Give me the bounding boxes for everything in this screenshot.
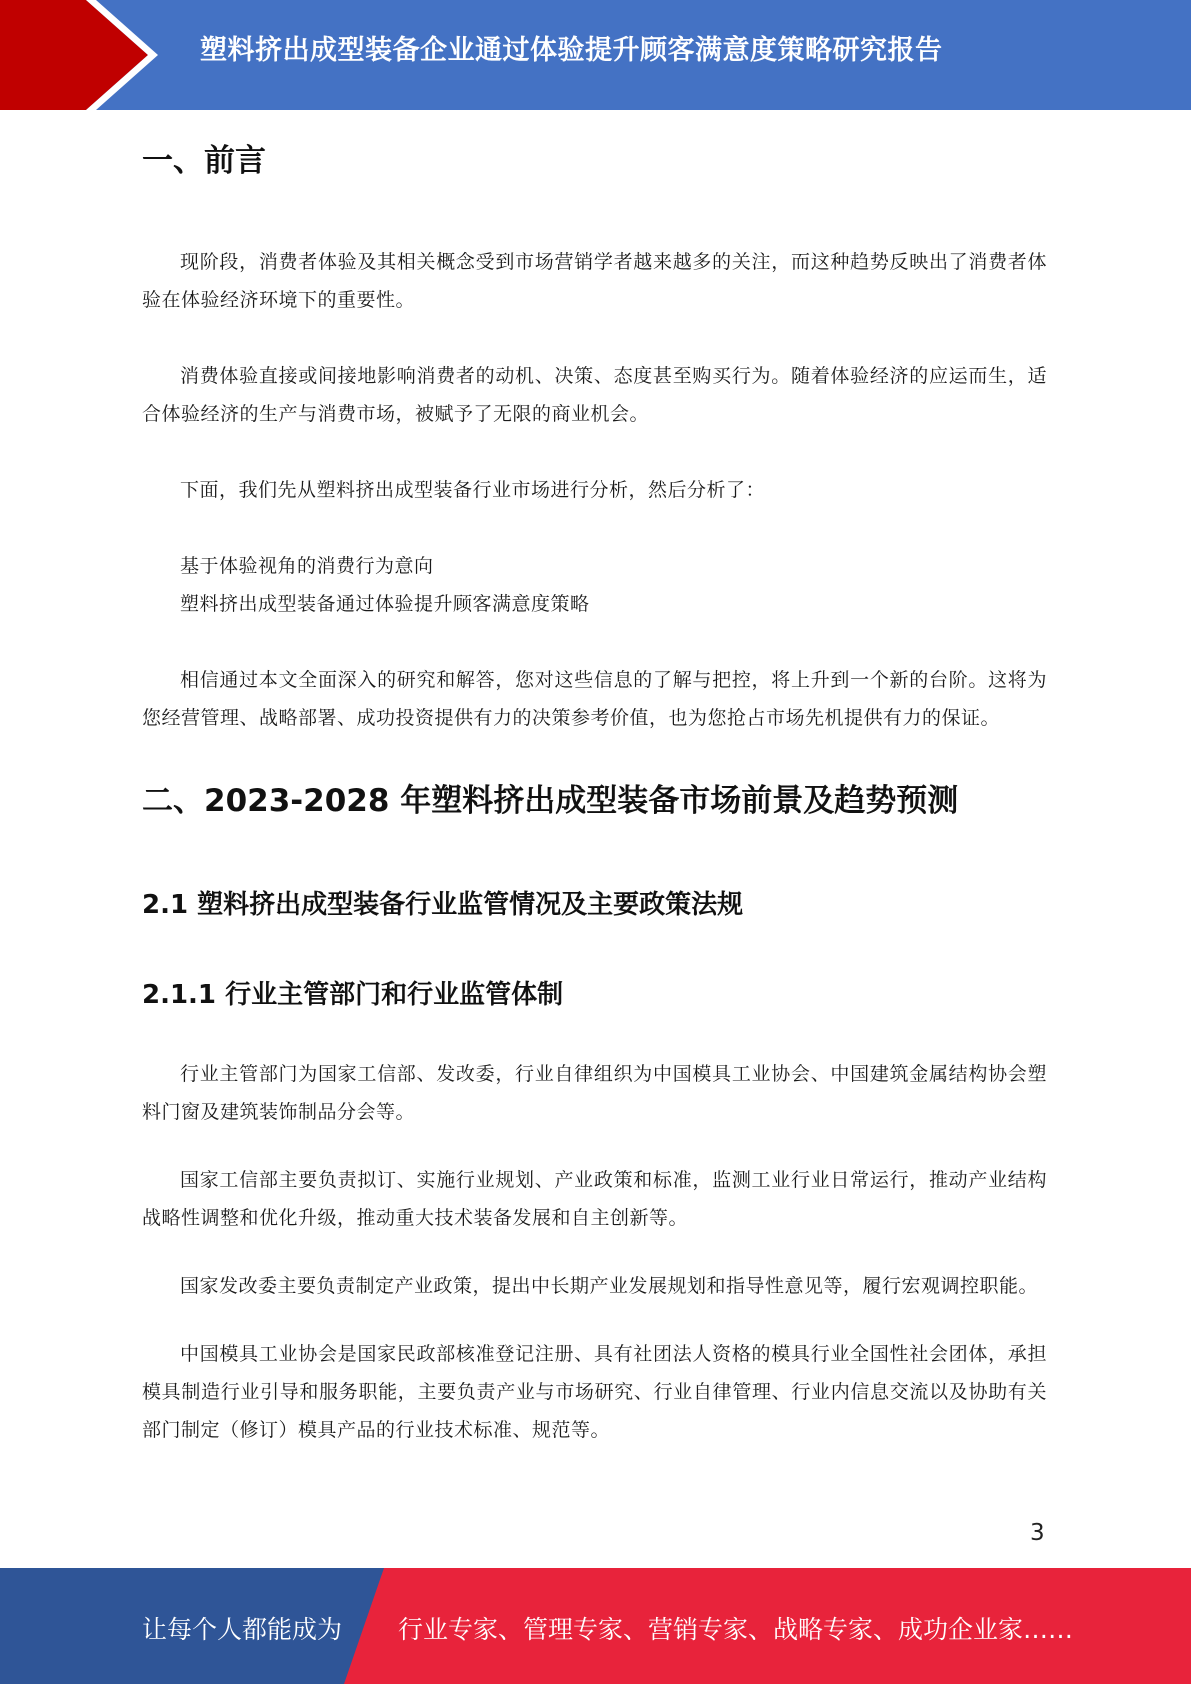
section-heading-forecast: 二、2023-2028 年塑料挤出成型装备市场前景及趋势预测 — [142, 783, 959, 819]
intro-paragraph-2: 消费体验直接或间接地影响消费者的动机、决策、态度甚至购买行为。随着体验经济的应运而生，适合体验经济的生产与消费市场，被赋予了无限的商业机会。 — [142, 365, 1047, 425]
page-number: 3 — [1030, 1520, 1045, 1546]
footer-slogan-right: 行业专家、管理专家、营销专家、战略专家、成功企业家…… — [398, 1615, 1074, 1644]
intro-list-item-1: 基于体验视角的消费行为意向 — [180, 555, 434, 577]
subsection-heading-2-1-1: 2.1.1 行业主管部门和行业监管体制 — [142, 980, 564, 1010]
forecast-paragraph-4: 中国模具工业协会是国家民政部核准登记注册、具有社团法人资格的模具行业全国性社会团体，承担模具制造行业引导和服务职能，主要负责产业与市场研究、行业自律管理、行业内信息交流以及协助有关部门制定（修订）模具产品的行业技术标准、规范等。 — [142, 1343, 1047, 1441]
section-heading-intro: 一、前言 — [142, 143, 266, 179]
forecast-paragraph-2: 国家工信部主要负责拟订、实施行业规划、产业政策和标准，监测工业行业日常运行，推动产业结构战略性调整和优化升级，推动重大技术装备发展和自主创新等。 — [142, 1169, 1047, 1229]
intro-paragraph-1: 现阶段，消费者体验及其相关概念受到市场营销学者越来越多的关注，而这种趋势反映出了消费者体验在体验经济环境下的重要性。 — [142, 251, 1047, 311]
header-red-arrow — [0, 0, 150, 110]
intro-paragraph-3: 下面，我们先从塑料挤出成型装备行业市场进行分析，然后分析了： — [180, 479, 766, 501]
forecast-paragraph-3: 国家发改委主要负责制定产业政策，提出中长期产业发展规划和指导性意见等，履行宏观调控职能。 — [180, 1275, 1039, 1297]
report-title: 塑料挤出成型装备企业通过体验提升顾客满意度策略研究报告 — [200, 35, 943, 66]
forecast-paragraph-1: 行业主管部门为国家工信部、发改委，行业自律组织为中国模具工业协会、中国建筑金属结构协会塑料门窗及建筑装饰制品分会等。 — [142, 1063, 1047, 1123]
footer-slogan-left: 让每个人都能成为 — [142, 1615, 343, 1644]
intro-list-item-2: 塑料挤出成型装备通过体验提升顾客满意度策略 — [180, 593, 590, 615]
intro-paragraph-4: 相信通过本文全面深入的研究和解答，您对这些信息的了解与把控，将上升到一个新的台阶。这将为您经营管理、战略部署、成功投资提供有力的决策参考价值，也为您抢占市场先机提供有力的保证。 — [142, 669, 1047, 729]
page-header — [0, 0, 1191, 110]
subsection-heading-2-1: 2.1 塑料挤出成型装备行业监管情况及主要政策法规 — [142, 890, 744, 920]
document-body — [142, 135, 1047, 1449]
page-footer — [0, 1568, 1191, 1684]
